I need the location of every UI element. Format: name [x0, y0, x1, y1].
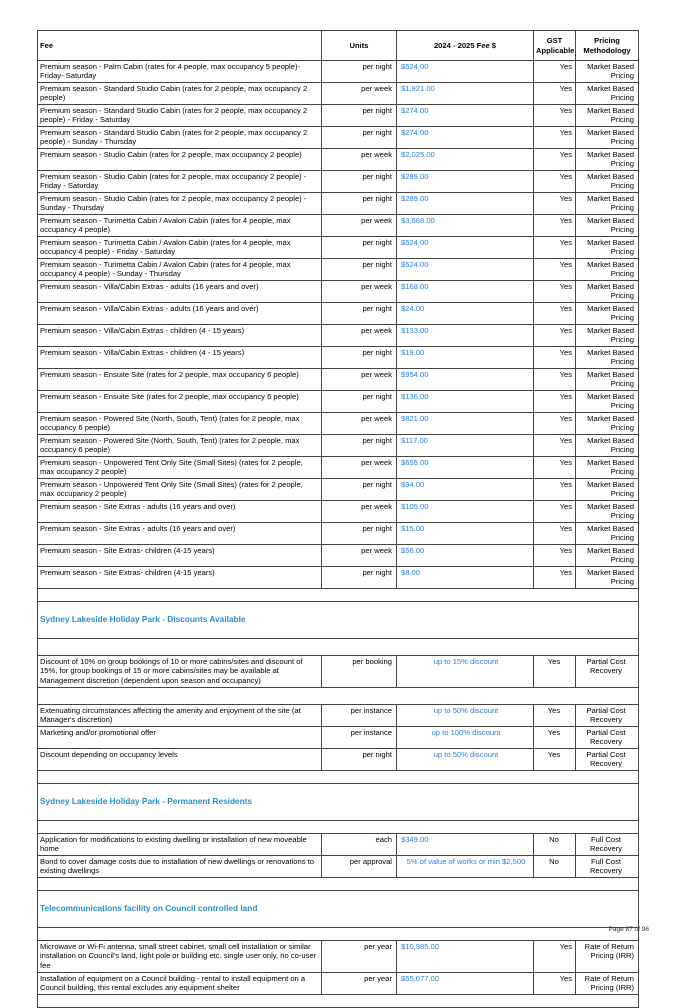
fee-cell: Premium season - Powered Site (North, South, Tent) (rates for 2 people, max occupancy 6 people)	[38, 413, 322, 435]
amount-cell: $289.00	[397, 171, 534, 193]
table-row	[38, 941, 639, 973]
table-row	[38, 149, 639, 171]
amount-cell: $524.00	[397, 259, 534, 281]
gst-cell: Yes	[534, 61, 576, 83]
fee-cell: Discount of 10% on group bookings of 10 or more cabins/sites and discount of 15%, for group bookings of 15 or more cabins/sites may be available at Management discretion (dependent upon season and occupancy)	[38, 656, 322, 688]
table-row	[38, 171, 639, 193]
table-row	[38, 237, 639, 259]
fee-cell: Microwave or Wi-Fi antenna, small street cabinet, small cell installation or similar installation on Council's land, light pole or building etc. single user only, no co-user fee	[38, 941, 322, 973]
fee-cell: Premium season - Site Extras- children (4-15 years)	[38, 567, 322, 589]
amount-cell: $10,985.00	[397, 941, 534, 973]
fee-cell: Premium season - Turimetta Cabin / Avalon Cabin (rates for 4 people, max occupancy 4 people)	[38, 215, 322, 237]
pricing-cell: Market Based Pricing	[576, 325, 639, 347]
units-cell: each	[322, 834, 397, 856]
pricing-cell: Full Cost Recovery	[576, 834, 639, 856]
gst-cell: Yes	[534, 83, 576, 105]
fee-schedule-page	[37, 30, 638, 1008]
units-cell: per night	[322, 127, 397, 149]
table-row	[38, 127, 639, 149]
section-title-permanent: Sydney Lakeside Holiday Park - Permanent Residents	[38, 784, 639, 821]
units-cell: per night	[322, 347, 397, 369]
table-row	[38, 347, 639, 369]
units-cell: per week	[322, 281, 397, 303]
fee-cell: Premium season - Standard Studio Cabin (rates for 2 people, max occupancy 2 people)	[38, 83, 322, 105]
gst-cell: Yes	[534, 325, 576, 347]
pricing-cell: Partial Cost Recovery	[576, 749, 639, 771]
amount-cell: $524.00	[397, 61, 534, 83]
amount-cell: $133.00	[397, 325, 534, 347]
blank-row	[38, 771, 639, 784]
table-header-row	[38, 31, 639, 61]
table-row	[38, 369, 639, 391]
gst-cell: Yes	[534, 435, 576, 457]
units-cell: per year	[322, 973, 397, 995]
pricing-cell: Market Based Pricing	[576, 215, 639, 237]
pricing-cell: Partial Cost Recovery	[576, 705, 639, 727]
amount-cell: $1,921.00	[397, 83, 534, 105]
section-title-telecom: Telecommunications facility on Council controlled land	[38, 891, 639, 928]
fee-cell: Discount depending on occupancy levels	[38, 749, 322, 771]
gst-cell: Yes	[534, 369, 576, 391]
gst-cell: Yes	[534, 973, 576, 995]
units-cell: per week	[322, 501, 397, 523]
table-row	[38, 61, 639, 83]
table-row	[38, 973, 639, 995]
amount-cell: $274.00	[397, 127, 534, 149]
pricing-cell: Full Cost Recovery	[576, 856, 639, 878]
gst-cell: Yes	[534, 259, 576, 281]
amount-cell: $117.00	[397, 435, 534, 457]
amount-cell: $289.00	[397, 193, 534, 215]
fee-cell: Premium season - Site Extras - adults (16 years and over)	[38, 501, 322, 523]
pricing-cell: Market Based Pricing	[576, 193, 639, 215]
table-row	[38, 567, 639, 589]
table-row	[38, 105, 639, 127]
amount-cell: $94.00	[397, 479, 534, 501]
fee-cell: Premium season - Powered Site (North, South, Tent) (rates for 2 people, max occupancy 6 people)	[38, 435, 322, 457]
fee-cell: Premium season - Villa/Cabin Extras - children (4 - 15 years)	[38, 347, 322, 369]
fee-cell: Premium season - Standard Studio Cabin (rates for 2 people, max occupancy 2 people) - Sunday - Thursday	[38, 127, 322, 149]
gst-cell: Yes	[534, 303, 576, 325]
pricing-cell: Partial Cost Recovery	[576, 727, 639, 749]
pricing-cell: Rate of Return Pricing (IRR)	[576, 941, 639, 973]
amount-cell: $8.00	[397, 567, 534, 589]
amount-cell: up to 15% discount	[397, 656, 534, 688]
gst-cell: Yes	[534, 413, 576, 435]
blank-row	[38, 639, 639, 656]
fee-cell: Premium season - Villa/Cabin Extras - adults (16 years and over)	[38, 303, 322, 325]
gst-cell: Yes	[534, 215, 576, 237]
table-row	[38, 457, 639, 479]
table-row	[38, 83, 639, 105]
pricing-cell: Market Based Pricing	[576, 171, 639, 193]
amount-cell: 5% of value of works or min $2,500	[397, 856, 534, 878]
units-cell: per approval	[322, 856, 397, 878]
amount-cell: $655.00	[397, 457, 534, 479]
header-pricing: Pricing Methodology	[576, 31, 639, 61]
table-row	[38, 303, 639, 325]
fee-cell: Marketing and/or promotional offer	[38, 727, 322, 749]
amount-cell: $168.00	[397, 281, 534, 303]
fee-cell: Premium season - Ensuite Site (rates for 2 people, max occupancy 6 people)	[38, 391, 322, 413]
units-cell: per week	[322, 149, 397, 171]
units-cell: per night	[322, 749, 397, 771]
units-cell: per instance	[322, 705, 397, 727]
gst-cell: No	[534, 834, 576, 856]
fee-cell: Premium season - Site Extras - adults (16 years and over)	[38, 523, 322, 545]
units-cell: per week	[322, 83, 397, 105]
units-cell: per night	[322, 303, 397, 325]
table-row	[38, 215, 639, 237]
gst-cell: Yes	[534, 705, 576, 727]
gst-cell: Yes	[534, 656, 576, 688]
page-number: Page 87 of 96	[608, 926, 649, 933]
fee-cell: Application for modifications to existing dwelling or installation of new moveable home	[38, 834, 322, 856]
table-row	[38, 856, 639, 878]
fee-cell: Premium season - Studio Cabin (rates for 2 people, max occupancy 2 people) - Friday - Saturday	[38, 171, 322, 193]
pricing-cell: Market Based Pricing	[576, 127, 639, 149]
table-row	[38, 325, 639, 347]
header-units: Units	[322, 31, 397, 61]
fee-cell: Bond to cover damage costs due to installation of new dwellings or renovations to existing dwellings	[38, 856, 322, 878]
fee-table	[37, 30, 639, 1008]
gst-cell: Yes	[534, 105, 576, 127]
pricing-cell: Market Based Pricing	[576, 501, 639, 523]
gst-cell: Yes	[534, 545, 576, 567]
fee-cell: Premium season - Villa/Cabin Extras - children (4 - 15 years)	[38, 325, 322, 347]
amount-cell: $24.00	[397, 303, 534, 325]
pricing-cell: Partial Cost Recovery	[576, 656, 639, 688]
pricing-cell: Market Based Pricing	[576, 61, 639, 83]
section-row	[38, 784, 639, 821]
pricing-cell: Market Based Pricing	[576, 523, 639, 545]
gst-cell: Yes	[534, 347, 576, 369]
table-row	[38, 749, 639, 771]
units-cell: per week	[322, 215, 397, 237]
fee-cell: Premium season - Studio Cabin (rates for 2 people, max occupancy 2 people)	[38, 149, 322, 171]
pricing-cell: Market Based Pricing	[576, 457, 639, 479]
units-cell: per week	[322, 413, 397, 435]
amount-cell: $15.00	[397, 523, 534, 545]
pricing-cell: Market Based Pricing	[576, 281, 639, 303]
blank-row	[38, 928, 639, 941]
fee-cell: Premium season - Villa/Cabin Extras - adults (16 years and over)	[38, 281, 322, 303]
fee-cell: Installation of equipment on a Council building - rental to install equipment on a Council building, this rental excludes any equipment shelter	[38, 973, 322, 995]
fee-cell: Premium season - Studio Cabin (rates for 2 people, max occupancy 2 people) - Sunday - Thursday	[38, 193, 322, 215]
pricing-cell: Market Based Pricing	[576, 545, 639, 567]
table-row	[38, 656, 639, 688]
table-row	[38, 705, 639, 727]
pricing-cell: Rate of Return Pricing (IRR)	[576, 973, 639, 995]
pricing-cell: Market Based Pricing	[576, 259, 639, 281]
section-row	[38, 602, 639, 639]
gst-cell: Yes	[534, 149, 576, 171]
gst-cell: Yes	[534, 281, 576, 303]
blank-row	[38, 821, 639, 834]
pricing-cell: Market Based Pricing	[576, 149, 639, 171]
header-fee: Fee	[38, 31, 322, 61]
amount-cell: $3,668.00	[397, 215, 534, 237]
fee-cell: Premium season - Standard Studio Cabin (rates for 2 people, max occupancy 2 people) - Friday - Saturday	[38, 105, 322, 127]
amount-cell: up to 50% discount	[397, 749, 534, 771]
amount-cell: $349.00	[397, 834, 534, 856]
table-row	[38, 727, 639, 749]
table-row	[38, 834, 639, 856]
fee-cell: Premium season - Ensuite Site (rates for 2 people, max occupancy 6 people)	[38, 369, 322, 391]
table-row	[38, 281, 639, 303]
units-cell: per night	[322, 479, 397, 501]
units-cell: per week	[322, 545, 397, 567]
units-cell: per year	[322, 941, 397, 973]
pricing-cell: Market Based Pricing	[576, 369, 639, 391]
pricing-cell: Market Based Pricing	[576, 83, 639, 105]
units-cell: per night	[322, 105, 397, 127]
pricing-cell: Market Based Pricing	[576, 413, 639, 435]
amount-cell: $56.00	[397, 545, 534, 567]
fee-cell: Premium season - Turimetta Cabin / Avalon Cabin (rates for 4 people, max occupancy 4 people) - Friday - Saturday	[38, 237, 322, 259]
gst-cell: Yes	[534, 501, 576, 523]
amount-cell: $19.00	[397, 347, 534, 369]
amount-cell: up to 100% discount	[397, 727, 534, 749]
blank-row	[38, 995, 639, 1008]
header-fee-year: 2024 - 2025 Fee $	[397, 31, 534, 61]
fee-cell: Extenuating circumstances affecting the amenity and enjoyment of the site (at Manager's discretion)	[38, 705, 322, 727]
gst-cell: Yes	[534, 127, 576, 149]
pricing-cell: Market Based Pricing	[576, 105, 639, 127]
pricing-cell: Market Based Pricing	[576, 567, 639, 589]
pricing-cell: Market Based Pricing	[576, 391, 639, 413]
gst-cell: Yes	[534, 727, 576, 749]
units-cell: per night	[322, 193, 397, 215]
blank-row	[38, 688, 639, 705]
blank-row	[38, 589, 639, 602]
table-row	[38, 523, 639, 545]
section-title-discounts: Sydney Lakeside Holiday Park - Discounts Available	[38, 602, 639, 639]
units-cell: per night	[322, 61, 397, 83]
amount-cell: $136.00	[397, 391, 534, 413]
units-cell: per booking	[322, 656, 397, 688]
units-cell: per instance	[322, 727, 397, 749]
units-cell: per night	[322, 259, 397, 281]
gst-cell: Yes	[534, 237, 576, 259]
table-row	[38, 391, 639, 413]
pricing-cell: Market Based Pricing	[576, 479, 639, 501]
amount-cell: up to 50% discount	[397, 705, 534, 727]
gst-cell: Yes	[534, 391, 576, 413]
table-row	[38, 479, 639, 501]
gst-cell: Yes	[534, 523, 576, 545]
amount-cell: $105.00	[397, 501, 534, 523]
fee-cell: Premium season - Unpowered Tent Only Site (Small Sites) (rates for 2 people, max occupancy 2 people)	[38, 457, 322, 479]
section-row	[38, 891, 639, 928]
amount-cell: $954.00	[397, 369, 534, 391]
amount-cell: $524.00	[397, 237, 534, 259]
fee-cell: Premium season - Turimetta Cabin / Avalon Cabin (rates for 4 people, max occupancy 4 people) - Sunday - Thursday	[38, 259, 322, 281]
pricing-cell: Market Based Pricing	[576, 347, 639, 369]
amount-cell: $821.00	[397, 413, 534, 435]
fee-cell: Premium season - Palm Cabin (rates for 4 people, max occupancy 5 people)- Friday- Saturday	[38, 61, 322, 83]
units-cell: per night	[322, 391, 397, 413]
amount-cell: $2,025.00	[397, 149, 534, 171]
blank-row	[38, 878, 639, 891]
units-cell: per night	[322, 435, 397, 457]
units-cell: per night	[322, 237, 397, 259]
amount-cell: $55,077.00	[397, 973, 534, 995]
units-cell: per night	[322, 523, 397, 545]
table-row	[38, 259, 639, 281]
gst-cell: Yes	[534, 567, 576, 589]
fee-cell: Premium season - Unpowered Tent Only Site (Small Sites) (rates for 2 people, max occupancy 2 people)	[38, 479, 322, 501]
pricing-cell: Market Based Pricing	[576, 237, 639, 259]
units-cell: per week	[322, 325, 397, 347]
units-cell: per night	[322, 567, 397, 589]
gst-cell: Yes	[534, 749, 576, 771]
gst-cell: Yes	[534, 941, 576, 973]
table-row	[38, 193, 639, 215]
gst-cell: Yes	[534, 171, 576, 193]
gst-cell: No	[534, 856, 576, 878]
units-cell: per week	[322, 457, 397, 479]
table-row	[38, 501, 639, 523]
gst-cell: Yes	[534, 193, 576, 215]
table-row	[38, 413, 639, 435]
units-cell: per night	[322, 171, 397, 193]
amount-cell: $274.00	[397, 105, 534, 127]
units-cell: per week	[322, 369, 397, 391]
table-row	[38, 545, 639, 567]
pricing-cell: Market Based Pricing	[576, 303, 639, 325]
table-row	[38, 435, 639, 457]
header-gst: GST Applicable	[534, 31, 576, 61]
gst-cell: Yes	[534, 479, 576, 501]
pricing-cell: Market Based Pricing	[576, 435, 639, 457]
fee-cell: Premium season - Site Extras- children (4-15 years)	[38, 545, 322, 567]
gst-cell: Yes	[534, 457, 576, 479]
